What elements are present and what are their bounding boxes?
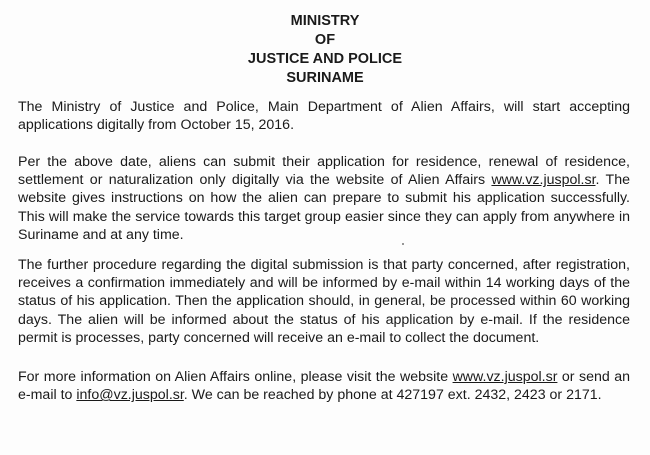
paragraph-text: . The website gives instructions on how the alien can prepare to submit his application successfully. This will make the service towards this target group easier since they can apply from anywhere in Suriname and at any time. xyxy=(18,172,631,243)
paragraph-text: . We can be reached by phone at 427197 ext. 2432, 2423 or 2171. xyxy=(183,387,602,404)
document-heading xyxy=(200,12,450,88)
paragraph-text: Per the above date, aliens can submit their application for residence, renewal of residence, settlement or naturalization only digitally via the website of Alien Affairs xyxy=(18,154,630,189)
paragraph-procedure: The further procedure regarding the digital submission is that party concerned, after registration, receives a confirmation immediately and will be informed by e-mail within 14 working days of the status of his application. Then the application should, in general, be processed within 60 working days. The alien will be informed about the status of his application by e-mail. If the residence permit is processes, party concerned will receive an e-mail to collect the document. xyxy=(18,257,630,346)
paragraph-announcement: The Ministry of Justice and Police, Main Department of Alien Affairs, will start accepting applications digitally from October 15, 2016. xyxy=(18,99,630,134)
heading-line-ministry: MINISTRY xyxy=(290,13,360,29)
scan-speck xyxy=(402,243,404,245)
paragraph-text: or send an e-mail to xyxy=(18,369,630,404)
heading-line-of: OF xyxy=(314,32,336,48)
heading-line-justice-police: JUSTICE AND POLICE xyxy=(247,51,403,67)
paragraph-submission-info xyxy=(18,153,630,244)
paragraph-text: For more information on Alien Affairs online, please visit the website xyxy=(18,369,453,385)
email-link[interactable]: info@vz.juspol.sr xyxy=(76,387,184,404)
heading-line-suriname: SURINAME xyxy=(286,70,364,86)
paragraph-contact xyxy=(18,368,630,404)
website-link[interactable]: www.vz.juspol.sr xyxy=(491,172,596,189)
website-link[interactable]: www.vz.juspol.sr xyxy=(452,369,558,385)
